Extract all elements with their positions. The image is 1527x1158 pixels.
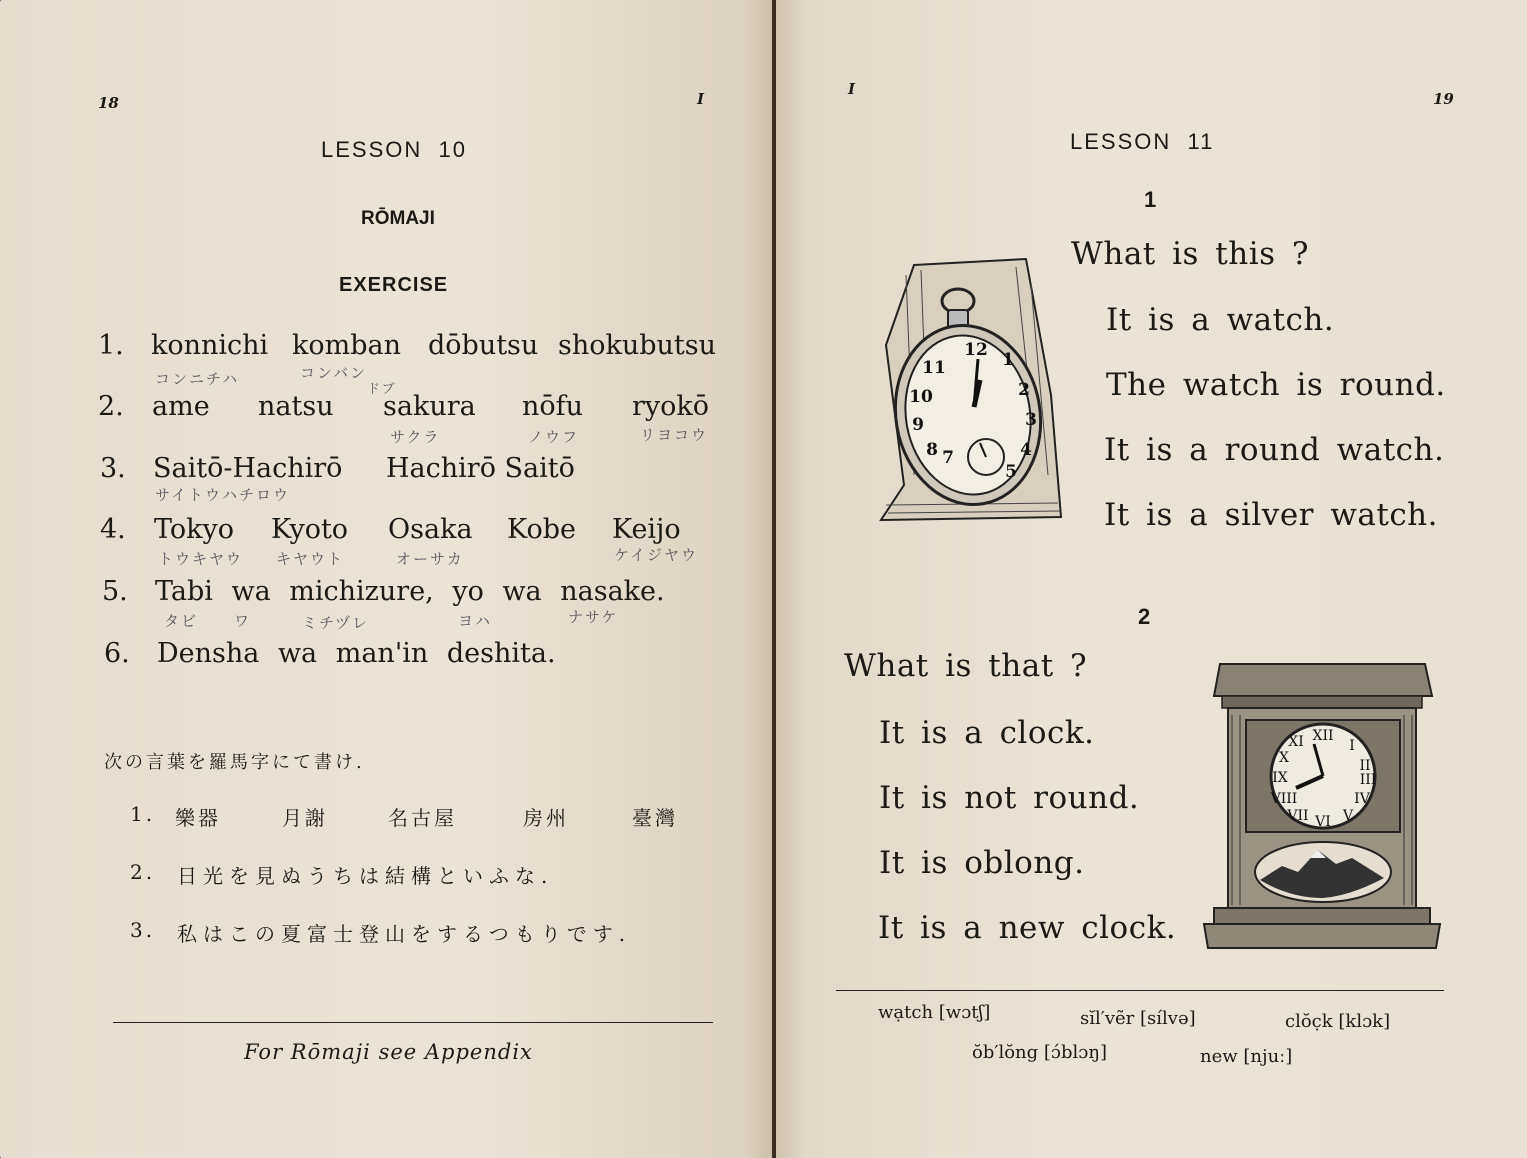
vocab-item — [1285, 1011, 1390, 1032]
pencil-annotation: ヨハ — [458, 612, 493, 630]
exercise-row — [0, 576, 772, 616]
vocab-item — [1200, 1046, 1292, 1067]
question: What is that ? — [844, 648, 1088, 684]
row-number: 2. — [98, 391, 124, 422]
svg-text:V: V — [1342, 808, 1354, 824]
svg-text:VI: VI — [1315, 814, 1331, 830]
pencil-annotation: サクラ — [390, 428, 441, 446]
vocab-divider — [836, 990, 1444, 991]
pencil-annotation: コンニチハ — [155, 370, 240, 388]
romaji-word: Hachirō Saitō — [386, 453, 575, 484]
pencil-annotation: トウキヤウ — [158, 550, 244, 568]
pencil-annotation: サイトウハチロウ — [155, 486, 290, 504]
vocab-pronunciation: [klɔk] — [1338, 1011, 1391, 1032]
exercise-row — [0, 330, 772, 370]
pencil-annotation: ケイジヤウ — [614, 546, 698, 564]
answer-line: It is a round watch. — [1104, 432, 1445, 468]
svg-text:2: 2 — [1018, 380, 1030, 400]
romaji-word: nōfu — [522, 391, 584, 422]
svg-text:VIII: VIII — [1270, 791, 1298, 807]
svg-text:XII: XII — [1312, 728, 1334, 744]
vocab-item — [972, 1042, 1107, 1063]
lesson-title: LESSON 10 — [321, 137, 467, 162]
section-number: 2 — [1138, 604, 1151, 629]
row-number: 5. — [102, 576, 128, 607]
page-number: 18 — [98, 94, 119, 112]
japanese-word: 月謝 — [282, 806, 328, 830]
svg-text:X: X — [1279, 750, 1289, 766]
question: What is this ? — [1071, 236, 1310, 272]
romaji-word: ame — [152, 391, 210, 422]
svg-text:XI: XI — [1288, 734, 1304, 750]
pencil-annotation: ドブ — [367, 382, 397, 397]
japanese-sentence: 私はこの夏富士登山をするつもりです. — [177, 922, 632, 946]
vocab-pronunciation: [njuː] — [1243, 1046, 1293, 1067]
romaji-word: sakura — [383, 391, 476, 422]
pocket-watch-illustration — [876, 255, 1071, 547]
footer-divider — [113, 1022, 713, 1023]
vocab-item — [878, 1002, 990, 1023]
romaji-word: ryokō — [632, 391, 710, 422]
svg-text:3: 3 — [1025, 410, 1037, 430]
romaji-word: Osaka — [388, 514, 473, 545]
right-page — [776, 0, 1527, 1158]
exercise-row — [0, 638, 772, 678]
row-number: 4. — [100, 514, 126, 545]
answer-line: It is a new clock. — [878, 910, 1177, 946]
vocab-pronunciation: [wɔtʃ] — [938, 1002, 991, 1023]
romaji-word: Kyoto — [271, 514, 349, 545]
pencil-annotation: タビ — [164, 612, 199, 630]
svg-text:III: III — [1359, 772, 1377, 788]
pencil-annotation: キヤウト — [276, 550, 345, 568]
row-number: 6. — [104, 638, 130, 669]
pencil-annotation: ワ — [234, 612, 252, 630]
japanese-word: 樂器 — [175, 806, 221, 830]
vocab-item — [1080, 1008, 1196, 1029]
svg-text:10: 10 — [909, 387, 933, 407]
row-number: 1. — [130, 802, 156, 826]
lesson-title: LESSON 11 — [1070, 129, 1215, 154]
section-number: 1 — [1144, 187, 1157, 212]
svg-text:9: 9 — [912, 415, 924, 435]
svg-text:4: 4 — [1020, 440, 1032, 460]
vocab-word: sĭl′vẽr — [1080, 1008, 1135, 1029]
page-number: 19 — [1433, 90, 1454, 108]
japanese-row — [0, 802, 772, 834]
svg-text:7: 7 — [942, 448, 954, 468]
japanese-row — [0, 860, 772, 892]
svg-text:5: 5 — [1005, 462, 1017, 482]
svg-text:11: 11 — [922, 358, 946, 378]
row-number: 3. — [100, 453, 126, 484]
romaji-word: komban — [292, 330, 401, 361]
vocab-word: wạtch — [878, 1002, 934, 1023]
section-heading: RŌMAJI — [361, 208, 435, 229]
footer-note: For Rōmaji see Appendix — [244, 1040, 533, 1064]
corner-mark: I — [848, 80, 856, 98]
svg-text:IV: IV — [1354, 791, 1370, 807]
pencil-annotation: コンバン — [300, 364, 367, 382]
row-number: 1. — [98, 330, 124, 361]
answer-line: It is oblong. — [879, 845, 1085, 881]
romaji-word: Saitō-Hachirō — [153, 453, 343, 484]
romaji-word: konnichi — [151, 330, 269, 361]
vocab-word: ŏb′lŏng — [972, 1042, 1039, 1063]
mantel-clock-illustration — [1200, 660, 1445, 958]
exercise-heading: EXERCISE — [339, 274, 449, 296]
pencil-annotation: ミチヅレ — [302, 614, 370, 632]
answer-line: It is a watch. — [1106, 302, 1335, 338]
answer-line: It is a silver watch. — [1104, 497, 1438, 533]
vocab-word: new — [1200, 1046, 1238, 1067]
romaji-word: natsu — [258, 391, 334, 422]
romaji-sentence: Tabi wa michizure, yo wa nasake. — [155, 576, 665, 607]
pencil-annotation: オーサカ — [396, 550, 464, 568]
svg-text:8: 8 — [926, 440, 938, 460]
japanese-word: 名古屋 — [388, 806, 457, 830]
answer-line: It is not round. — [879, 780, 1140, 816]
romaji-word: dōbutsu — [428, 330, 539, 361]
svg-text:I: I — [1349, 738, 1355, 754]
pencil-annotation: リヨコウ — [640, 426, 709, 444]
romaji-word: Tokyo — [154, 514, 235, 545]
svg-text:VII: VII — [1287, 808, 1309, 824]
corner-mark: I — [697, 90, 705, 108]
row-number: 2. — [130, 860, 156, 884]
romaji-sentence: Densha wa man'in deshita. — [157, 638, 556, 669]
answer-line: It is a clock. — [879, 715, 1095, 751]
japanese-row — [0, 918, 772, 950]
answer-line: The watch is round. — [1106, 367, 1446, 403]
row-number: 3. — [130, 918, 156, 942]
pencil-annotation: ナサケ — [568, 608, 619, 626]
romaji-word: Kobe — [507, 514, 576, 545]
japanese-word: 房州 — [523, 806, 569, 830]
exercise-row — [0, 453, 772, 493]
pencil-annotation: ノウフ — [528, 428, 580, 446]
svg-text:IX: IX — [1272, 770, 1288, 786]
svg-text:1: 1 — [1002, 350, 1014, 370]
svg-text:12: 12 — [964, 340, 988, 360]
japanese-sentence: 日光を見ぬうちは結構といふな. — [177, 864, 554, 888]
romaji-word: Keijo — [612, 514, 681, 545]
vocab-pronunciation: [sílvə] — [1140, 1008, 1196, 1029]
romaji-word: shokubutsu — [558, 330, 717, 361]
vocab-pronunciation: [ɔ́blɔŋ] — [1043, 1042, 1107, 1063]
japanese-instruction: 次の言葉を羅馬字にて書け. — [104, 752, 365, 773]
svg-text:II: II — [1359, 758, 1371, 774]
japanese-word: 臺灣 — [632, 806, 678, 830]
vocab-word: clŏc̣k — [1285, 1011, 1333, 1032]
